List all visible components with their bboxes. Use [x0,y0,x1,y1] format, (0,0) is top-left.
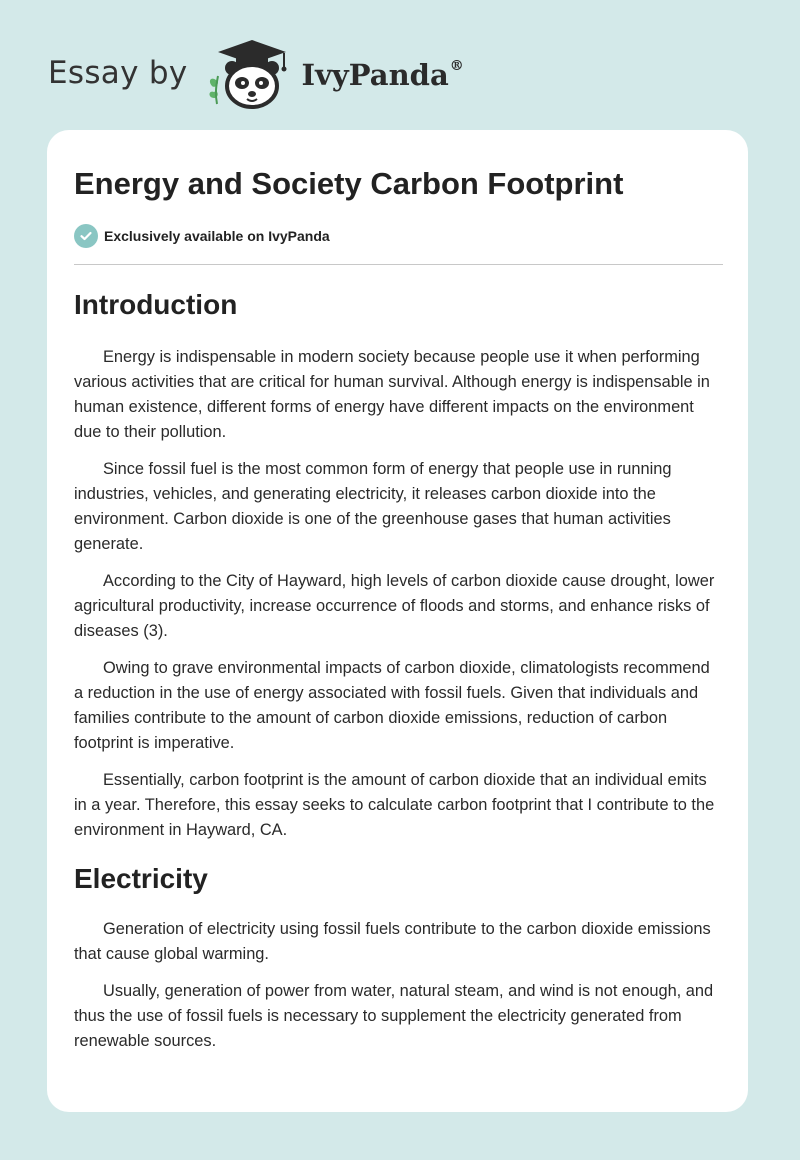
paragraph: Essentially, carbon footprint is the amount of carbon dioxide that an individual emits in a year. Therefore, this essay seeks to calculate carbon footprint that I contribute to the environment in Hayward, CA. [74,771,715,839]
paragraph: Owing to grave environmental impacts of carbon dioxide, climatologists recommend a reduction in the use of energy associated with fossil fuels. Given that individuals and families contribute to the amount of carbon dioxide emissions, reduction of carbon footprint is imperative. [74,659,710,752]
exclusive-badge [74,222,721,250]
essay-by-label: Essay by [48,55,188,91]
site-header [48,36,464,110]
registered-mark: ® [449,58,464,75]
check-icon [74,224,98,248]
badge-text: Exclusively available on IvyPanda [104,228,330,244]
section-introduction [74,287,721,843]
page-title: Energy and Society Carbon Footprint [74,166,624,201]
brand-name-text: IvyPanda [301,58,449,92]
section-heading: Introduction [74,289,238,320]
paragraph: Usually, generation of power from water, natural steam, and wind is not enough, and thus the use of fossil fuels is necessary to supplement the electricity generated from renewable sources. [74,982,714,1050]
section-heading: Electricity [74,863,208,894]
essay-card [47,130,748,1112]
paragraph: According to the City of Hayward, high levels of carbon dioxide cause drought, lower agricultural productivity, increase occurrence of floods and storms, and enhance risks of diseases (3). [74,572,715,640]
panda-graduate-logo-icon[interactable] [202,36,298,110]
paragraph: Energy is indispensable in modern society because people use it when performing various activities that are critical for human survival. Although energy is indispensable in human existence, different forms of energy have different impacts on the environment due to their pollution. [74,348,710,441]
paragraph: Generation of electricity using fossil fuels contribute to the carbon dioxide emissions that cause global warming. [74,920,711,963]
divider [74,264,723,265]
section-electricity [74,861,721,1054]
brand-name [302,58,464,92]
paragraph: Since fossil fuel is the most common form of energy that people use in running industries, vehicles, and generating electricity, it releases carbon dioxide into the environment. Carbon dioxide is one of the greenhouse gases that human activities generate. [74,460,672,553]
